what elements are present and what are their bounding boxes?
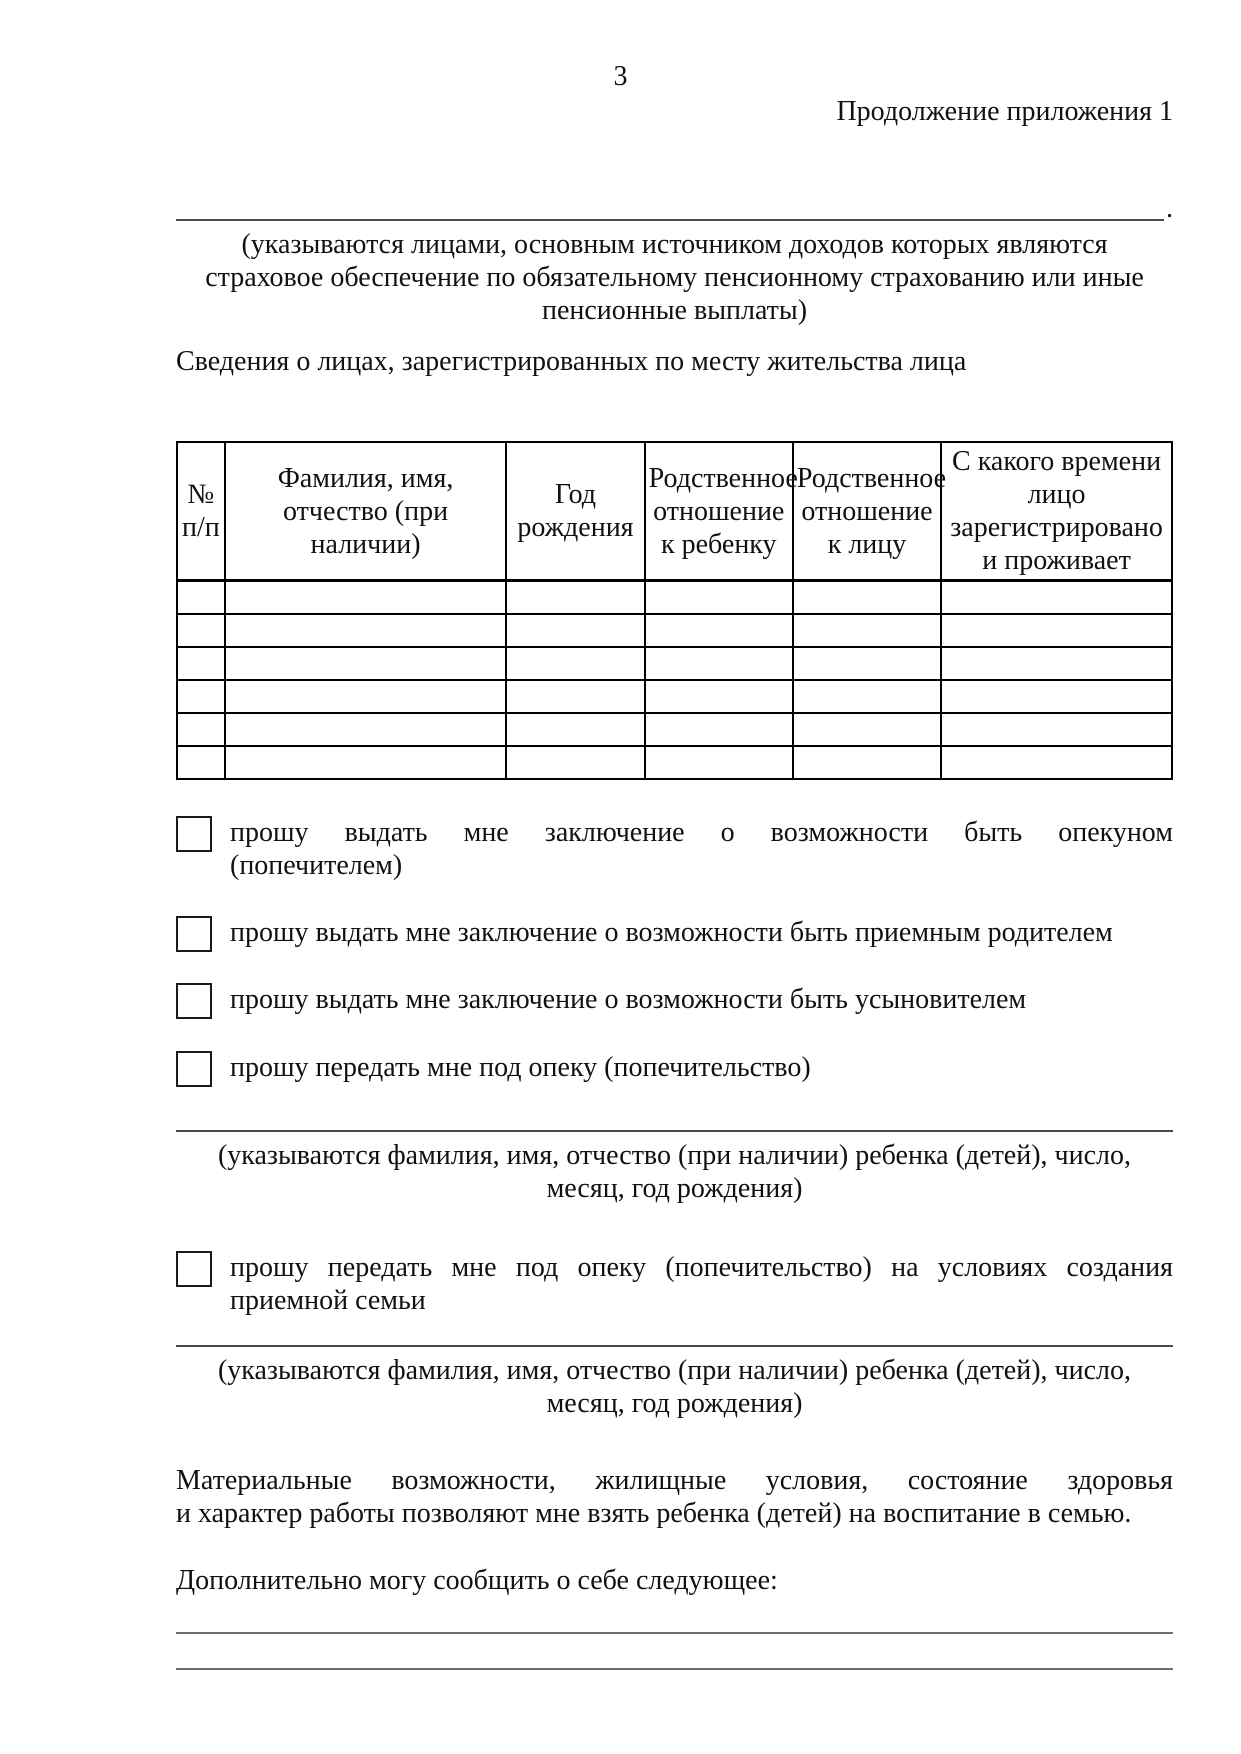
table-row: [177, 581, 1172, 614]
table-cell[interactable]: [941, 746, 1172, 779]
residents-table: [176, 441, 1173, 780]
children-info-field-row: [176, 1130, 1173, 1136]
page-number: 3: [613, 61, 628, 92]
caption-line: (указываются фамилия, имя, отчество (при наличии) ребенка (детей), число,: [217, 1354, 1132, 1386]
additional-info-field-row-2: [176, 1668, 1173, 1674]
statement-line: и характер работы позволяют мне взять ребенка (детей) на воспитание в семью.: [176, 1497, 1132, 1529]
material-conditions-statement: [176, 1464, 1173, 1530]
table-cell[interactable]: [645, 581, 793, 614]
table-row: [177, 680, 1172, 713]
table-cell[interactable]: [941, 713, 1172, 746]
table-cell[interactable]: [506, 614, 644, 647]
table-cell[interactable]: [793, 647, 941, 680]
table-cell[interactable]: [793, 746, 941, 779]
table-cell[interactable]: [506, 581, 644, 614]
caption-line: месяц, год рождения): [546, 1387, 803, 1419]
table-cell[interactable]: [177, 614, 225, 647]
checkbox[interactable]: [176, 1051, 212, 1087]
checkbox[interactable]: [176, 916, 212, 952]
residents-section-title: Сведения о лицах, зарегистрированных по месту жительства лица: [176, 346, 967, 377]
table-cell[interactable]: [793, 713, 941, 746]
request-item-custody: [176, 1051, 1173, 1087]
table-row: [177, 647, 1172, 680]
fill-in-line[interactable]: [176, 219, 1164, 221]
source-of-income-field-row: [176, 192, 1173, 225]
col-header-birth-year: Год рождения: [506, 442, 644, 581]
caption-line: (указываются фамилия, имя, отчество (при наличии) ребенка (детей), число,: [217, 1139, 1132, 1171]
request-item-adopter: [176, 983, 1173, 1019]
table-cell[interactable]: [225, 680, 507, 713]
table-cell[interactable]: [177, 647, 225, 680]
col-header-registered-since: С какого времени лицо зарегистрировано и проживает: [941, 442, 1172, 581]
request-label-line: прошу передать мне под опеку (попечительство) на условиях создания: [230, 1251, 1173, 1283]
statement-line: Материальные возможности, жилищные условия, состояние здоровья: [176, 1464, 1173, 1496]
table-header-row: [177, 442, 1172, 581]
additional-info-field-row-1: [176, 1632, 1173, 1638]
fill-in-line[interactable]: [176, 1632, 1173, 1634]
checkbox[interactable]: [176, 1251, 212, 1287]
appendix-continuation-header: Продолжение приложения 1: [836, 96, 1173, 127]
table-cell[interactable]: [645, 647, 793, 680]
table-cell[interactable]: [225, 713, 507, 746]
request-label-line: прошу передать мне под опеку (попечительство): [230, 1051, 811, 1083]
request-item-custody-foster-family: [176, 1251, 1173, 1317]
table-cell[interactable]: [177, 680, 225, 713]
col-header-relation-to-child: Родственное отношение к ребенку: [645, 442, 793, 581]
children-info-field-row-2: [176, 1345, 1173, 1351]
table-cell[interactable]: [225, 614, 507, 647]
table-row: [177, 713, 1172, 746]
table-cell[interactable]: [506, 746, 644, 779]
table-cell[interactable]: [941, 647, 1172, 680]
caption-line: месяц, год рождения): [546, 1172, 803, 1204]
table-cell[interactable]: [645, 713, 793, 746]
table-cell[interactable]: [793, 614, 941, 647]
table-cell[interactable]: [645, 614, 793, 647]
source-note-caption: [176, 228, 1173, 327]
table-cell[interactable]: [177, 746, 225, 779]
caption-line: пенсионные выплаты): [541, 295, 808, 326]
table-cell[interactable]: [506, 647, 644, 680]
fill-in-line[interactable]: [176, 1345, 1173, 1347]
table-cell[interactable]: [793, 680, 941, 713]
checkbox[interactable]: [176, 816, 212, 852]
table-cell[interactable]: [225, 746, 507, 779]
table-cell[interactable]: [793, 581, 941, 614]
col-header-number: № п/п: [177, 442, 225, 581]
request-item-foster-parent: [176, 916, 1173, 952]
request-label-line: прошу выдать мне заключение о возможности быть приемным родителем: [230, 916, 1113, 948]
table-cell[interactable]: [645, 746, 793, 779]
table-row: [177, 614, 1172, 647]
fill-in-line[interactable]: [176, 1130, 1173, 1132]
caption-line: (указываются лицами, основным источником доходов которых являются: [241, 229, 1108, 260]
caption-line: страховое обеспечение по обязательному пенсионному страхованию или иные: [205, 262, 1144, 293]
children-info-caption-2: [176, 1354, 1173, 1420]
residents-table-body: [177, 581, 1172, 779]
request-label-line: прошу выдать мне заключение о возможности быть усыновителем: [230, 983, 1027, 1015]
fill-in-line[interactable]: [176, 1668, 1173, 1670]
table-cell[interactable]: [177, 581, 225, 614]
checkbox[interactable]: [176, 983, 212, 1019]
table-cell[interactable]: [225, 647, 507, 680]
line-end-period: .: [1166, 193, 1173, 224]
table-cell[interactable]: [941, 581, 1172, 614]
table-cell[interactable]: [506, 680, 644, 713]
request-label-line: (попечителем): [230, 849, 403, 881]
request-item-guardian: [176, 816, 1173, 882]
table-cell[interactable]: [941, 614, 1172, 647]
table-cell[interactable]: [645, 680, 793, 713]
table-cell[interactable]: [225, 581, 507, 614]
table-cell[interactable]: [506, 713, 644, 746]
table-row: [177, 746, 1172, 779]
additional-info-label: Дополнительно могу сообщить о себе следующее:: [176, 1564, 778, 1596]
table-cell[interactable]: [941, 680, 1172, 713]
col-header-relation-to-person: Родственное отношение к лицу: [793, 442, 941, 581]
table-cell[interactable]: [177, 713, 225, 746]
request-label-line: приемной семьи: [230, 1284, 426, 1316]
col-header-full-name: Фамилия, имя, отчество (при наличии): [225, 442, 507, 581]
request-label-line: прошу выдать мне заключение о возможности быть опекуном: [230, 816, 1173, 848]
children-info-caption: [176, 1139, 1173, 1205]
